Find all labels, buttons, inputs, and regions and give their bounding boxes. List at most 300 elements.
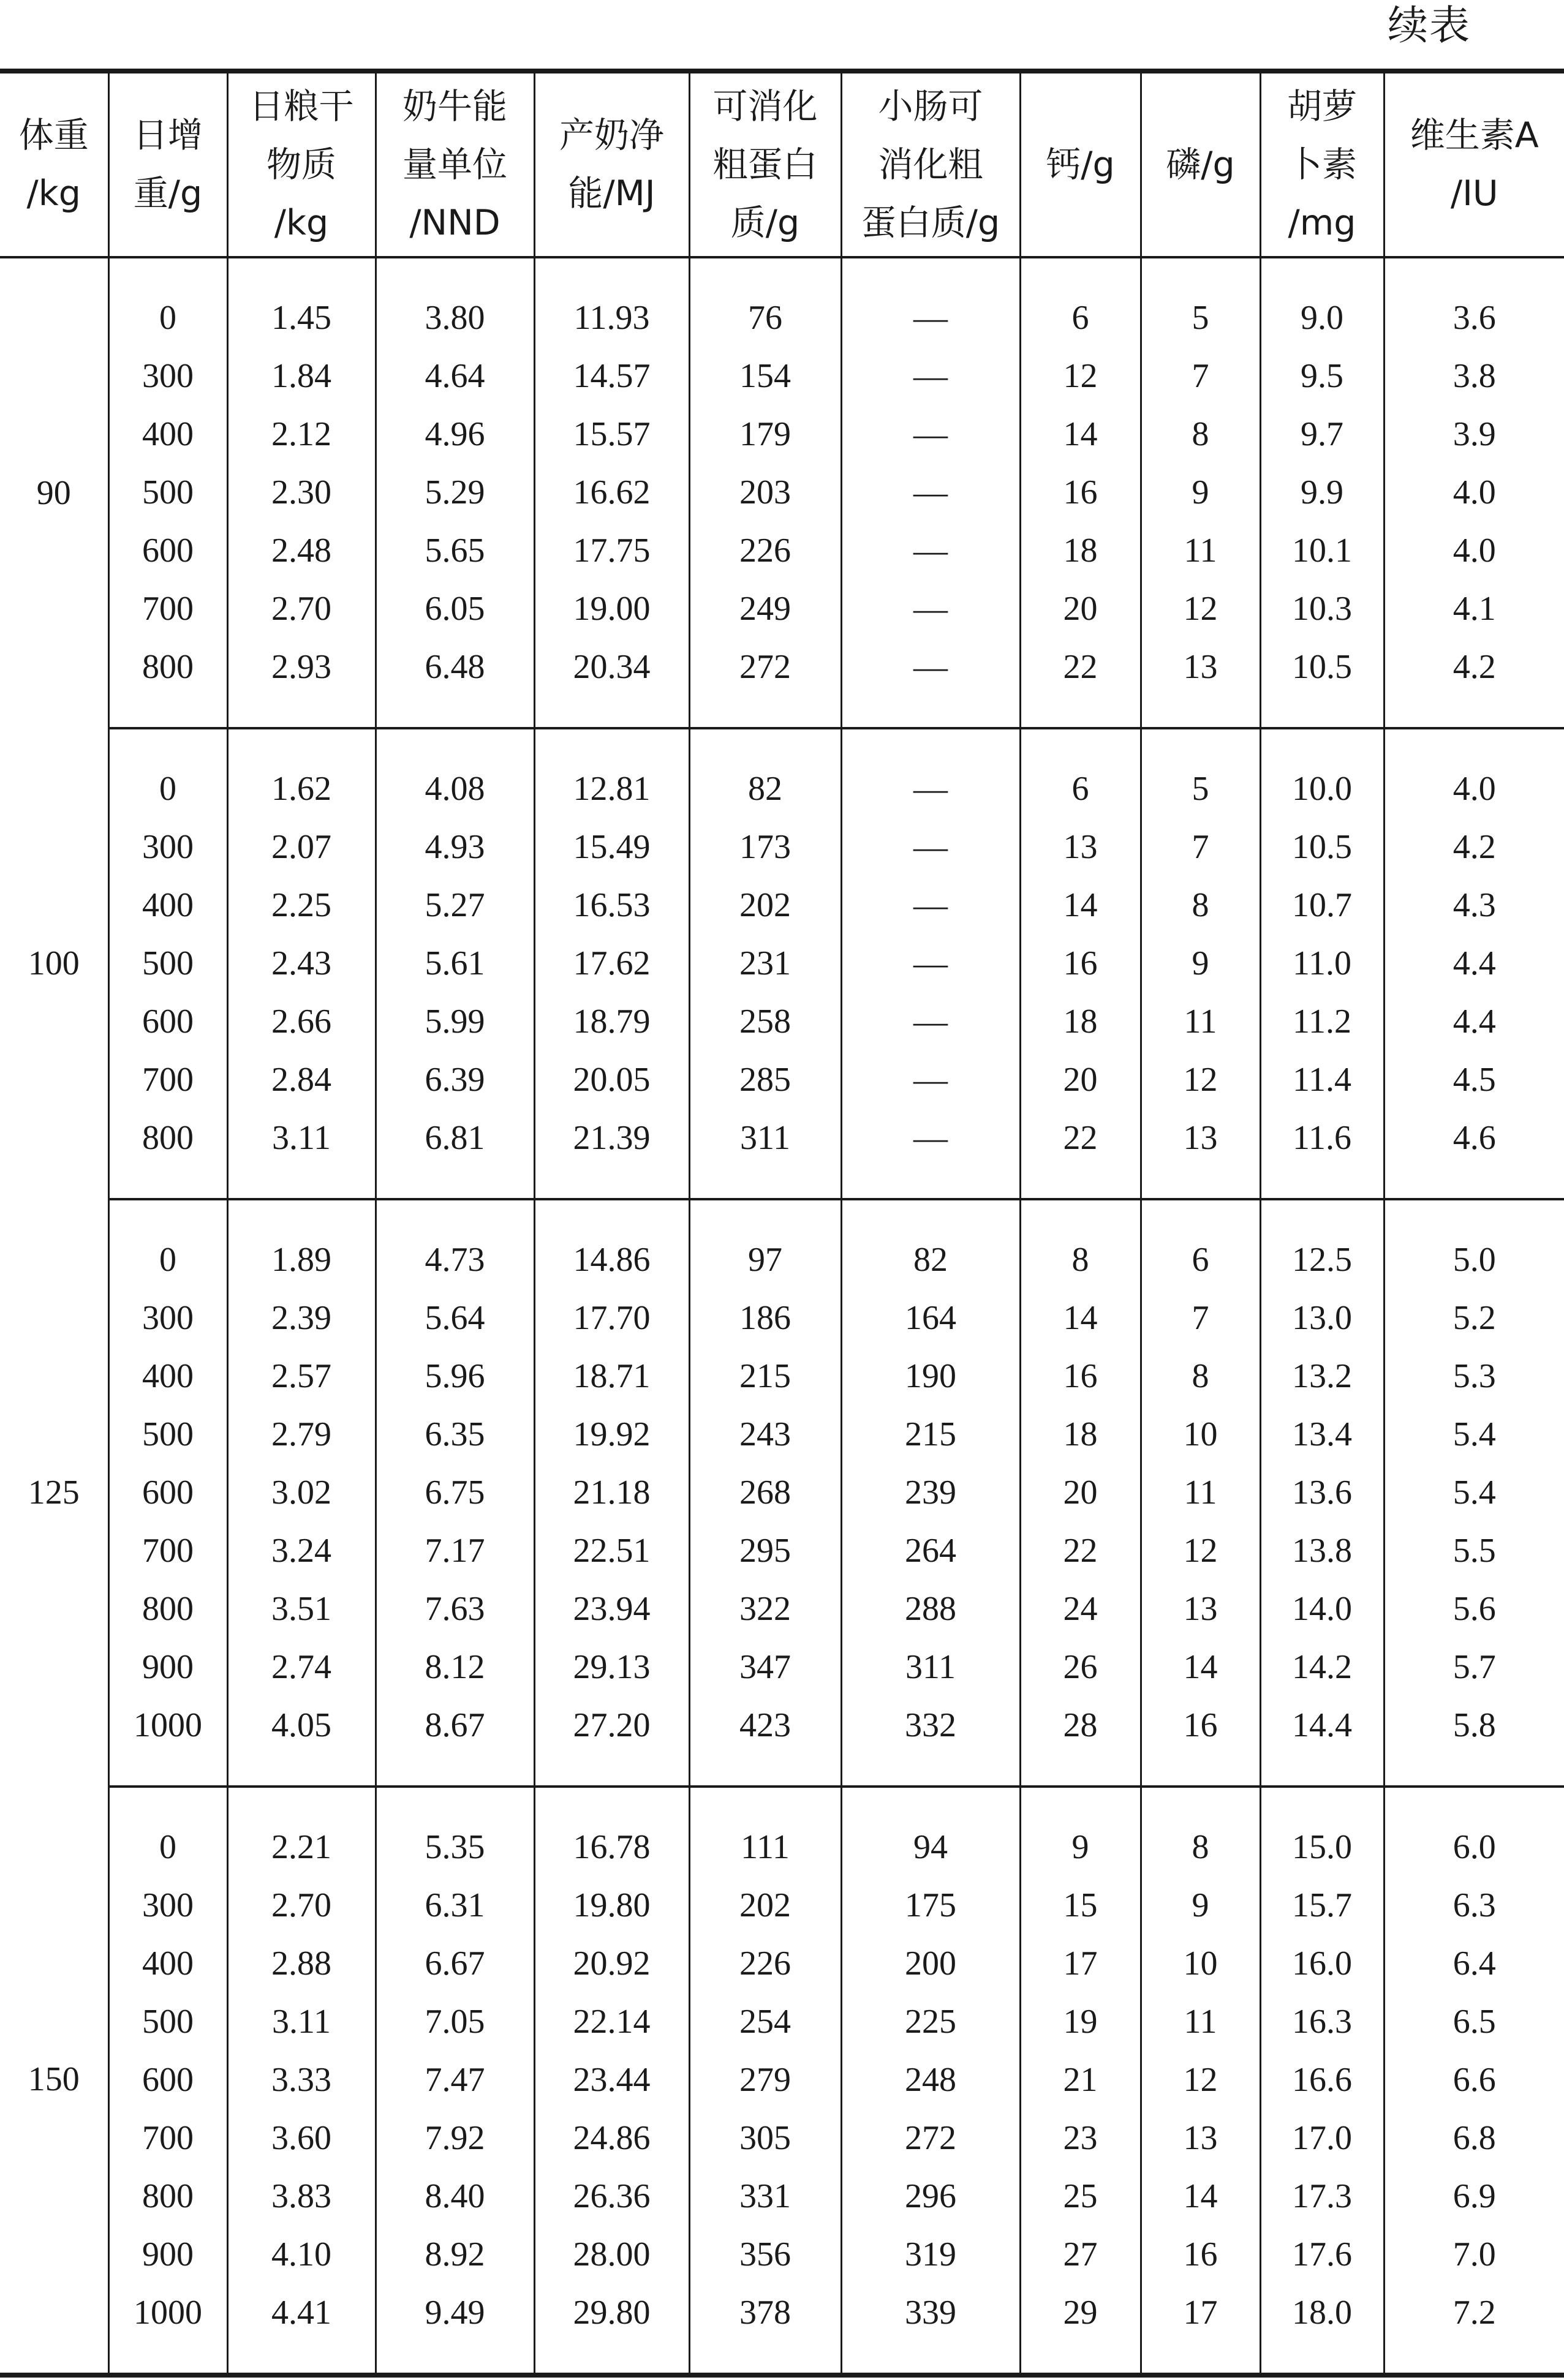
- header-line: 能/MJ: [568, 173, 655, 214]
- intestinal-protein-cell: 319: [841, 2226, 1020, 2284]
- table-row: [0, 1638, 1564, 1697]
- phosphorus-cell: 13: [1141, 1580, 1260, 1638]
- dry-matter-cell: 2.88: [227, 1935, 376, 1993]
- phosphorus-cell: 17: [1141, 2284, 1260, 2375]
- calcium-cell: 15: [1020, 1877, 1141, 1935]
- table-row: [0, 1464, 1564, 1522]
- table-caption: 续表: [1388, 2, 1471, 49]
- dry-matter-cell: 3.51: [227, 1580, 376, 1638]
- digestible-protein-cell: 203: [689, 464, 841, 522]
- carotene-cell: 13.6: [1260, 1464, 1384, 1522]
- vitamin-a-cell: 7.0: [1384, 2226, 1564, 2284]
- dry-matter-cell: 2.93: [227, 638, 376, 728]
- digestible-protein-cell: 268: [689, 1464, 841, 1522]
- carotene-cell: 10.3: [1260, 580, 1384, 638]
- carotene-cell: 16.0: [1260, 1935, 1384, 1993]
- phosphorus-cell: 16: [1141, 2226, 1260, 2284]
- calcium-cell: 12: [1020, 347, 1141, 405]
- body-weight-cell: 150: [0, 1787, 108, 2375]
- carotene-cell: 18.0: [1260, 2284, 1384, 2375]
- header-phosphorus: [1141, 71, 1260, 257]
- phosphorus-cell: 11: [1141, 993, 1260, 1051]
- nnd-cell: 8.92: [376, 2226, 534, 2284]
- daily-gain-cell: 0: [108, 1787, 227, 1877]
- net-energy-cell: 18.71: [534, 1347, 689, 1406]
- dry-matter-cell: 2.25: [227, 876, 376, 935]
- daily-gain-cell: 400: [108, 1935, 227, 1993]
- net-energy-cell: 24.86: [534, 2109, 689, 2167]
- nnd-cell: 5.61: [376, 935, 534, 993]
- net-energy-cell: 20.92: [534, 1935, 689, 1993]
- dry-matter-cell: 3.60: [227, 2109, 376, 2167]
- header-line: 消化粗: [878, 144, 983, 185]
- header-line: 小肠可: [878, 86, 983, 127]
- carotene-cell: 16.3: [1260, 1993, 1384, 2051]
- daily-gain-cell: 300: [108, 1877, 227, 1935]
- net-energy-cell: 22.14: [534, 1993, 689, 2051]
- phosphorus-cell: 11: [1141, 522, 1260, 580]
- digestible-protein-cell: 322: [689, 1580, 841, 1638]
- intestinal-protein-cell: —: [841, 1051, 1020, 1109]
- daily-gain-cell: 400: [108, 405, 227, 464]
- carotene-cell: 17.6: [1260, 2226, 1384, 2284]
- calcium-cell: 13: [1020, 818, 1141, 876]
- dry-matter-cell: 3.24: [227, 1522, 376, 1580]
- net-energy-cell: 18.79: [534, 993, 689, 1051]
- calcium-cell: 22: [1020, 1109, 1141, 1199]
- header-carotene: [1260, 71, 1384, 257]
- nnd-cell: 6.39: [376, 1051, 534, 1109]
- daily-gain-cell: 800: [108, 1109, 227, 1199]
- phosphorus-cell: 13: [1141, 638, 1260, 728]
- vitamin-a-cell: 4.0: [1384, 464, 1564, 522]
- calcium-cell: 14: [1020, 1289, 1141, 1347]
- calcium-cell: 29: [1020, 2284, 1141, 2375]
- header-line: 体重: [18, 115, 89, 156]
- digestible-protein-cell: 179: [689, 405, 841, 464]
- digestible-protein-cell: 423: [689, 1697, 841, 1787]
- digestible-protein-cell: 295: [689, 1522, 841, 1580]
- phosphorus-cell: 10: [1141, 1406, 1260, 1464]
- dry-matter-cell: 2.84: [227, 1051, 376, 1109]
- dry-matter-cell: 1.84: [227, 347, 376, 405]
- vitamin-a-cell: 4.5: [1384, 1051, 1564, 1109]
- carotene-cell: 9.7: [1260, 405, 1384, 464]
- carotene-cell: 13.0: [1260, 1289, 1384, 1347]
- dry-matter-cell: 3.02: [227, 1464, 376, 1522]
- daily-gain-cell: 600: [108, 522, 227, 580]
- dry-matter-cell: 2.07: [227, 818, 376, 876]
- nnd-cell: 5.65: [376, 522, 534, 580]
- calcium-cell: 16: [1020, 935, 1141, 993]
- nnd-cell: 5.64: [376, 1289, 534, 1347]
- dry-matter-cell: 3.83: [227, 2167, 376, 2226]
- phosphorus-cell: 13: [1141, 1109, 1260, 1199]
- phosphorus-cell: 12: [1141, 1051, 1260, 1109]
- daily-gain-cell: 0: [108, 728, 227, 818]
- intestinal-protein-cell: —: [841, 257, 1020, 347]
- table-row: [0, 728, 1564, 818]
- daily-gain-cell: 600: [108, 993, 227, 1051]
- dry-matter-cell: 1.45: [227, 257, 376, 347]
- phosphorus-cell: 16: [1141, 1697, 1260, 1787]
- carotene-cell: 11.4: [1260, 1051, 1384, 1109]
- digestible-protein-cell: 378: [689, 2284, 841, 2375]
- net-energy-cell: 21.18: [534, 1464, 689, 1522]
- net-energy-cell: 23.94: [534, 1580, 689, 1638]
- table-row: [0, 876, 1564, 935]
- daily-gain-cell: 800: [108, 638, 227, 728]
- carotene-cell: 10.0: [1260, 728, 1384, 818]
- header-line: 蛋白质/g: [861, 202, 1000, 243]
- intestinal-protein-cell: 288: [841, 1580, 1020, 1638]
- body-weight-cell: 125: [0, 1199, 108, 1787]
- calcium-cell: 16: [1020, 1347, 1141, 1406]
- phosphorus-cell: 7: [1141, 818, 1260, 876]
- calcium-cell: 19: [1020, 1993, 1141, 2051]
- phosphorus-cell: 12: [1141, 2051, 1260, 2109]
- calcium-cell: 6: [1020, 257, 1141, 347]
- nnd-cell: 5.29: [376, 464, 534, 522]
- digestible-protein-cell: 173: [689, 818, 841, 876]
- intestinal-protein-cell: 164: [841, 1289, 1020, 1347]
- digestible-protein-cell: 82: [689, 728, 841, 818]
- header-daily-gain: [108, 71, 227, 257]
- intestinal-protein-cell: 272: [841, 2109, 1020, 2167]
- phosphorus-cell: 9: [1141, 464, 1260, 522]
- intestinal-protein-cell: 175: [841, 1877, 1020, 1935]
- net-energy-cell: 19.80: [534, 1877, 689, 1935]
- nnd-cell: 4.08: [376, 728, 534, 818]
- daily-gain-cell: 700: [108, 1051, 227, 1109]
- net-energy-cell: 15.49: [534, 818, 689, 876]
- digestible-protein-cell: 226: [689, 1935, 841, 1993]
- net-energy-cell: 23.44: [534, 2051, 689, 2109]
- nnd-cell: 6.48: [376, 638, 534, 728]
- header-calcium: [1020, 71, 1141, 257]
- intestinal-protein-cell: —: [841, 405, 1020, 464]
- digestible-protein-cell: 243: [689, 1406, 841, 1464]
- nnd-cell: 5.99: [376, 993, 534, 1051]
- daily-gain-cell: 800: [108, 1580, 227, 1638]
- calcium-cell: 20: [1020, 1051, 1141, 1109]
- daily-gain-cell: 900: [108, 2226, 227, 2284]
- dry-matter-cell: 2.43: [227, 935, 376, 993]
- net-energy-cell: 29.80: [534, 2284, 689, 2375]
- table-row: [0, 257, 1564, 347]
- nnd-cell: 6.75: [376, 1464, 534, 1522]
- header-line: 胡萝: [1287, 86, 1357, 127]
- table-row: [0, 1522, 1564, 1580]
- header-line: /IU: [1450, 173, 1498, 214]
- header-line: 质/g: [730, 202, 800, 243]
- net-energy-cell: 15.57: [534, 405, 689, 464]
- digestible-protein-cell: 215: [689, 1347, 841, 1406]
- vitamin-a-cell: 4.2: [1384, 638, 1564, 728]
- calcium-cell: 8: [1020, 1199, 1141, 1289]
- dry-matter-cell: 2.74: [227, 1638, 376, 1697]
- nnd-cell: 4.73: [376, 1199, 534, 1289]
- header-line: 钙/g: [1046, 144, 1115, 185]
- vitamin-a-cell: 4.0: [1384, 728, 1564, 818]
- header-line: 维生素A: [1410, 115, 1539, 156]
- vitamin-a-cell: 4.4: [1384, 993, 1564, 1051]
- carotene-cell: 12.5: [1260, 1199, 1384, 1289]
- calcium-cell: 20: [1020, 1464, 1141, 1522]
- net-energy-cell: 21.39: [534, 1109, 689, 1199]
- calcium-cell: 24: [1020, 1580, 1141, 1638]
- intestinal-protein-cell: 82: [841, 1199, 1020, 1289]
- table-row: [0, 935, 1564, 993]
- calcium-cell: 27: [1020, 2226, 1141, 2284]
- nnd-cell: 5.35: [376, 1787, 534, 1877]
- table-row: [0, 1347, 1564, 1406]
- vitamin-a-cell: 5.5: [1384, 1522, 1564, 1580]
- digestible-protein-cell: 272: [689, 638, 841, 728]
- calcium-cell: 18: [1020, 993, 1141, 1051]
- nnd-cell: 3.80: [376, 257, 534, 347]
- vitamin-a-cell: 6.8: [1384, 2109, 1564, 2167]
- table-row: [0, 638, 1564, 728]
- vitamin-a-cell: 7.2: [1384, 2284, 1564, 2375]
- calcium-cell: 6: [1020, 728, 1141, 818]
- dry-matter-cell: 2.79: [227, 1406, 376, 1464]
- intestinal-protein-cell: —: [841, 522, 1020, 580]
- table-row: [0, 1406, 1564, 1464]
- dry-matter-cell: 4.41: [227, 2284, 376, 2375]
- carotene-cell: 11.6: [1260, 1109, 1384, 1199]
- table-row: [0, 1289, 1564, 1347]
- nnd-cell: 8.40: [376, 2167, 534, 2226]
- intestinal-protein-cell: —: [841, 638, 1020, 728]
- intestinal-protein-cell: 215: [841, 1406, 1020, 1464]
- daily-gain-cell: 1000: [108, 2284, 227, 2375]
- nnd-cell: 6.81: [376, 1109, 534, 1199]
- digestible-protein-cell: 97: [689, 1199, 841, 1289]
- net-energy-cell: 20.34: [534, 638, 689, 728]
- vitamin-a-cell: 4.6: [1384, 1109, 1564, 1199]
- vitamin-a-cell: 5.4: [1384, 1464, 1564, 1522]
- phosphorus-cell: 10: [1141, 1935, 1260, 1993]
- intestinal-protein-cell: 248: [841, 2051, 1020, 2109]
- phosphorus-cell: 8: [1141, 1347, 1260, 1406]
- digestible-protein-cell: 202: [689, 1877, 841, 1935]
- nutrient-requirements-table: [0, 69, 1564, 2378]
- calcium-cell: 16: [1020, 464, 1141, 522]
- intestinal-protein-cell: 332: [841, 1697, 1020, 1787]
- carotene-cell: 10.1: [1260, 522, 1384, 580]
- header-line: /mg: [1288, 202, 1356, 243]
- intestinal-protein-cell: 94: [841, 1787, 1020, 1877]
- carotene-cell: 16.6: [1260, 2051, 1384, 2109]
- vitamin-a-cell: 3.6: [1384, 257, 1564, 347]
- carotene-cell: 10.7: [1260, 876, 1384, 935]
- nnd-cell: 7.05: [376, 1993, 534, 2051]
- vitamin-a-cell: 5.2: [1384, 1289, 1564, 1347]
- daily-gain-cell: 600: [108, 1464, 227, 1522]
- calcium-cell: 23: [1020, 2109, 1141, 2167]
- net-energy-cell: 16.53: [534, 876, 689, 935]
- digestible-protein-cell: 186: [689, 1289, 841, 1347]
- dry-matter-cell: 2.70: [227, 1877, 376, 1935]
- calcium-cell: 14: [1020, 405, 1141, 464]
- carotene-cell: 15.7: [1260, 1877, 1384, 1935]
- dry-matter-cell: 1.62: [227, 728, 376, 818]
- intestinal-protein-cell: 296: [841, 2167, 1020, 2226]
- carotene-cell: 10.5: [1260, 818, 1384, 876]
- carotene-cell: 13.2: [1260, 1347, 1384, 1406]
- daily-gain-cell: 400: [108, 876, 227, 935]
- header-line: /kg: [274, 202, 329, 243]
- daily-gain-cell: 800: [108, 2167, 227, 2226]
- daily-gain-cell: 1000: [108, 1697, 227, 1787]
- intestinal-protein-cell: 339: [841, 2284, 1020, 2375]
- digestible-protein-cell: 254: [689, 1993, 841, 2051]
- carotene-cell: 14.4: [1260, 1697, 1384, 1787]
- daily-gain-cell: 0: [108, 257, 227, 347]
- digestible-protein-cell: 356: [689, 2226, 841, 2284]
- calcium-cell: 21: [1020, 2051, 1141, 2109]
- intestinal-protein-cell: —: [841, 580, 1020, 638]
- calcium-cell: 28: [1020, 1697, 1141, 1787]
- header-line: 日粮干: [249, 86, 354, 127]
- carotene-cell: 13.8: [1260, 1522, 1384, 1580]
- nnd-cell: 8.12: [376, 1638, 534, 1697]
- intestinal-protein-cell: 264: [841, 1522, 1020, 1580]
- dry-matter-cell: 4.10: [227, 2226, 376, 2284]
- net-energy-cell: 27.20: [534, 1697, 689, 1787]
- header-nnd: [376, 71, 534, 257]
- nnd-cell: 6.67: [376, 1935, 534, 1993]
- header-line: 产奶净: [559, 115, 664, 156]
- phosphorus-cell: 14: [1141, 1638, 1260, 1697]
- phosphorus-cell: 6: [1141, 1199, 1260, 1289]
- net-energy-cell: 29.13: [534, 1638, 689, 1697]
- header-vitamin-a: [1384, 71, 1564, 257]
- vitamin-a-cell: 4.3: [1384, 876, 1564, 935]
- header-line: 物质: [266, 144, 336, 185]
- calcium-cell: 18: [1020, 522, 1141, 580]
- digestible-protein-cell: 285: [689, 1051, 841, 1109]
- intestinal-protein-cell: —: [841, 464, 1020, 522]
- daily-gain-cell: 500: [108, 1993, 227, 2051]
- carotene-cell: 10.5: [1260, 638, 1384, 728]
- digestible-protein-cell: 226: [689, 522, 841, 580]
- table-row: [0, 1199, 1564, 1289]
- daily-gain-cell: 700: [108, 2109, 227, 2167]
- header-row: [0, 71, 1564, 257]
- table-row: [0, 2167, 1564, 2226]
- phosphorus-cell: 14: [1141, 2167, 1260, 2226]
- calcium-cell: 18: [1020, 1406, 1141, 1464]
- intestinal-protein-cell: —: [841, 993, 1020, 1051]
- calcium-cell: 9: [1020, 1787, 1141, 1877]
- table-row: [0, 2284, 1564, 2375]
- digestible-protein-cell: 311: [689, 1109, 841, 1199]
- vitamin-a-cell: 3.8: [1384, 347, 1564, 405]
- dry-matter-cell: 2.21: [227, 1787, 376, 1877]
- vitamin-a-cell: 6.9: [1384, 2167, 1564, 2226]
- digestible-protein-cell: 279: [689, 2051, 841, 2109]
- daily-gain-cell: 300: [108, 818, 227, 876]
- dry-matter-cell: 2.48: [227, 522, 376, 580]
- intestinal-protein-cell: —: [841, 935, 1020, 993]
- daily-gain-cell: 400: [108, 1347, 227, 1406]
- dry-matter-cell: 2.39: [227, 1289, 376, 1347]
- dry-matter-cell: 1.89: [227, 1199, 376, 1289]
- net-energy-cell: 26.36: [534, 2167, 689, 2226]
- net-energy-cell: 14.86: [534, 1199, 689, 1289]
- vitamin-a-cell: 5.0: [1384, 1199, 1564, 1289]
- nnd-cell: 7.47: [376, 2051, 534, 2109]
- table-row: [0, 2109, 1564, 2167]
- vitamin-a-cell: 5.4: [1384, 1406, 1564, 1464]
- nnd-cell: 5.27: [376, 876, 534, 935]
- header-body-weight: [0, 71, 108, 257]
- nnd-cell: 4.64: [376, 347, 534, 405]
- digestible-protein-cell: 202: [689, 876, 841, 935]
- table-row: [0, 1051, 1564, 1109]
- daily-gain-cell: 0: [108, 1199, 227, 1289]
- dry-matter-cell: 3.33: [227, 2051, 376, 2109]
- vitamin-a-cell: 4.0: [1384, 522, 1564, 580]
- intestinal-protein-cell: —: [841, 1109, 1020, 1199]
- table-row: [0, 464, 1564, 522]
- carotene-cell: 14.0: [1260, 1580, 1384, 1638]
- digestible-protein-cell: 76: [689, 257, 841, 347]
- daily-gain-cell: 500: [108, 464, 227, 522]
- intestinal-protein-cell: 239: [841, 1464, 1020, 1522]
- phosphorus-cell: 12: [1141, 580, 1260, 638]
- header-line: 日增: [133, 115, 203, 156]
- table-row: [0, 1993, 1564, 2051]
- table-row: [0, 347, 1564, 405]
- daily-gain-cell: 500: [108, 1406, 227, 1464]
- dry-matter-cell: 2.57: [227, 1347, 376, 1406]
- net-energy-cell: 17.70: [534, 1289, 689, 1347]
- phosphorus-cell: 8: [1141, 1787, 1260, 1877]
- dry-matter-cell: 4.05: [227, 1697, 376, 1787]
- net-energy-cell: 14.57: [534, 347, 689, 405]
- vitamin-a-cell: 6.0: [1384, 1787, 1564, 1877]
- intestinal-protein-cell: 200: [841, 1935, 1020, 1993]
- nnd-cell: 6.31: [376, 1877, 534, 1935]
- dry-matter-cell: 3.11: [227, 1993, 376, 2051]
- intestinal-protein-cell: —: [841, 728, 1020, 818]
- calcium-cell: 22: [1020, 1522, 1141, 1580]
- nnd-cell: 4.93: [376, 818, 534, 876]
- daily-gain-cell: 500: [108, 935, 227, 993]
- dry-matter-cell: 2.66: [227, 993, 376, 1051]
- header-line: 奶牛能: [402, 86, 507, 127]
- net-energy-cell: 17.62: [534, 935, 689, 993]
- table-row: [0, 1580, 1564, 1638]
- net-energy-cell: 11.93: [534, 257, 689, 347]
- table-row: [0, 993, 1564, 1051]
- digestible-protein-cell: 347: [689, 1638, 841, 1697]
- phosphorus-cell: 11: [1141, 1464, 1260, 1522]
- carotene-cell: 13.4: [1260, 1406, 1384, 1464]
- net-energy-cell: 22.51: [534, 1522, 689, 1580]
- header-intestinal-protein: [841, 71, 1020, 257]
- intestinal-protein-cell: —: [841, 818, 1020, 876]
- nnd-cell: 5.96: [376, 1347, 534, 1406]
- net-energy-cell: 28.00: [534, 2226, 689, 2284]
- carotene-cell: 11.2: [1260, 993, 1384, 1051]
- carotene-cell: 17.3: [1260, 2167, 1384, 2226]
- table-row: [0, 1697, 1564, 1787]
- calcium-cell: 14: [1020, 876, 1141, 935]
